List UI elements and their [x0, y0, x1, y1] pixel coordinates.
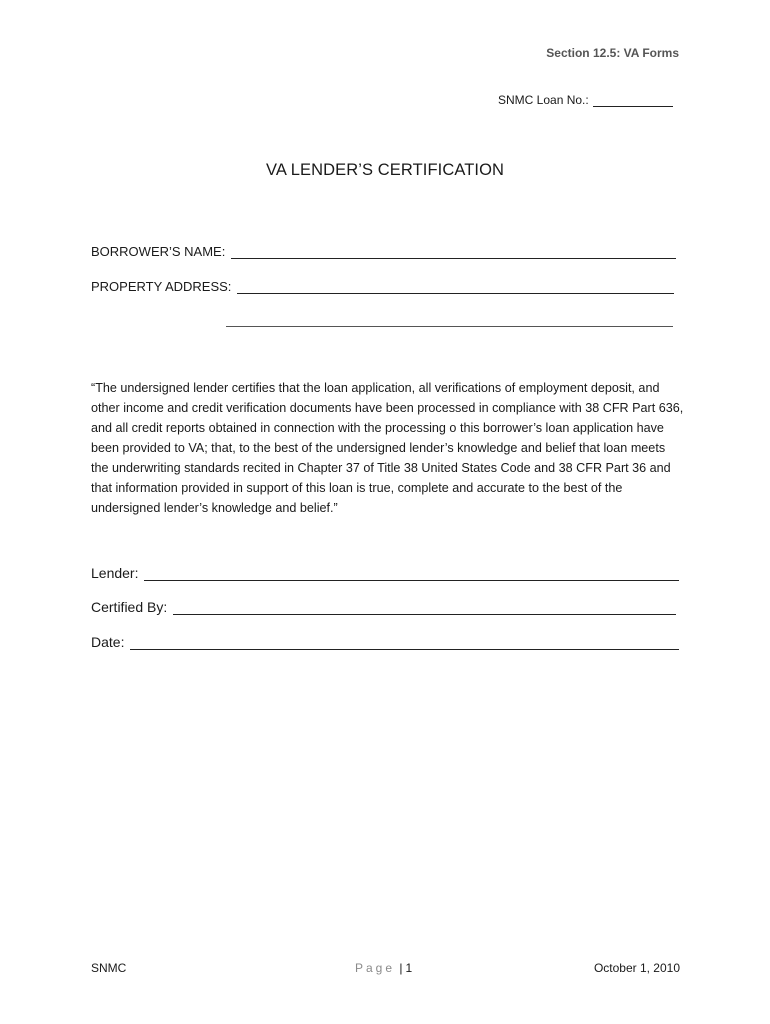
- footer-page-value: 1: [405, 961, 413, 975]
- footer-page-number: [355, 961, 412, 975]
- section-header: Section 12.5: VA Forms: [546, 46, 679, 60]
- lender-blank[interactable]: [144, 565, 679, 581]
- property-address-field: [91, 279, 674, 294]
- lender-field: [91, 565, 679, 581]
- property-address-blank-line-2[interactable]: [226, 326, 673, 327]
- property-address-label: PROPERTY ADDRESS:: [91, 279, 232, 294]
- lender-label: Lender:: [91, 565, 139, 581]
- borrower-name-field: [91, 244, 676, 259]
- date-field: [91, 634, 679, 650]
- date-label: Date:: [91, 634, 125, 650]
- date-blank[interactable]: [130, 634, 679, 650]
- footer-page-separator: |: [399, 961, 403, 975]
- footer-page-word: Page: [355, 961, 396, 975]
- footer-date: October 1, 2010: [593, 961, 680, 975]
- certified-by-blank[interactable]: [173, 599, 676, 615]
- borrower-name-blank[interactable]: [231, 244, 676, 259]
- certified-by-field: [91, 599, 676, 615]
- page-title: VA LENDER’S CERTIFICATION: [265, 161, 505, 179]
- certified-by-label: Certified By:: [91, 599, 168, 615]
- footer-company: SNMC: [91, 961, 127, 975]
- property-address-blank[interactable]: [237, 279, 674, 294]
- loan-number-field: [498, 93, 673, 107]
- loan-number-label: SNMC Loan No.:: [498, 93, 589, 107]
- certification-statement: “The undersigned lender certifies that the loan application, all verifications of employment deposit, and other income and credit verification documents have been processed in compliance with 38 CFR Part 636, and all credit reports obtained in connection with the processing o this borrower’s loan application have been provided to VA; that, to the best of the undersigned lender’s knowledge and belief that loan meets the underwriting standards recited in Chapter 37 of Title 38 United States Code and 38 CFR Part 36 and that information provided in support of this loan is true, complete and accurate to the best of the undersigned lender’s knowledge and belief.”: [91, 381, 684, 515]
- loan-number-blank[interactable]: [593, 94, 673, 107]
- borrower-name-label: BORROWER’S NAME:: [91, 244, 226, 259]
